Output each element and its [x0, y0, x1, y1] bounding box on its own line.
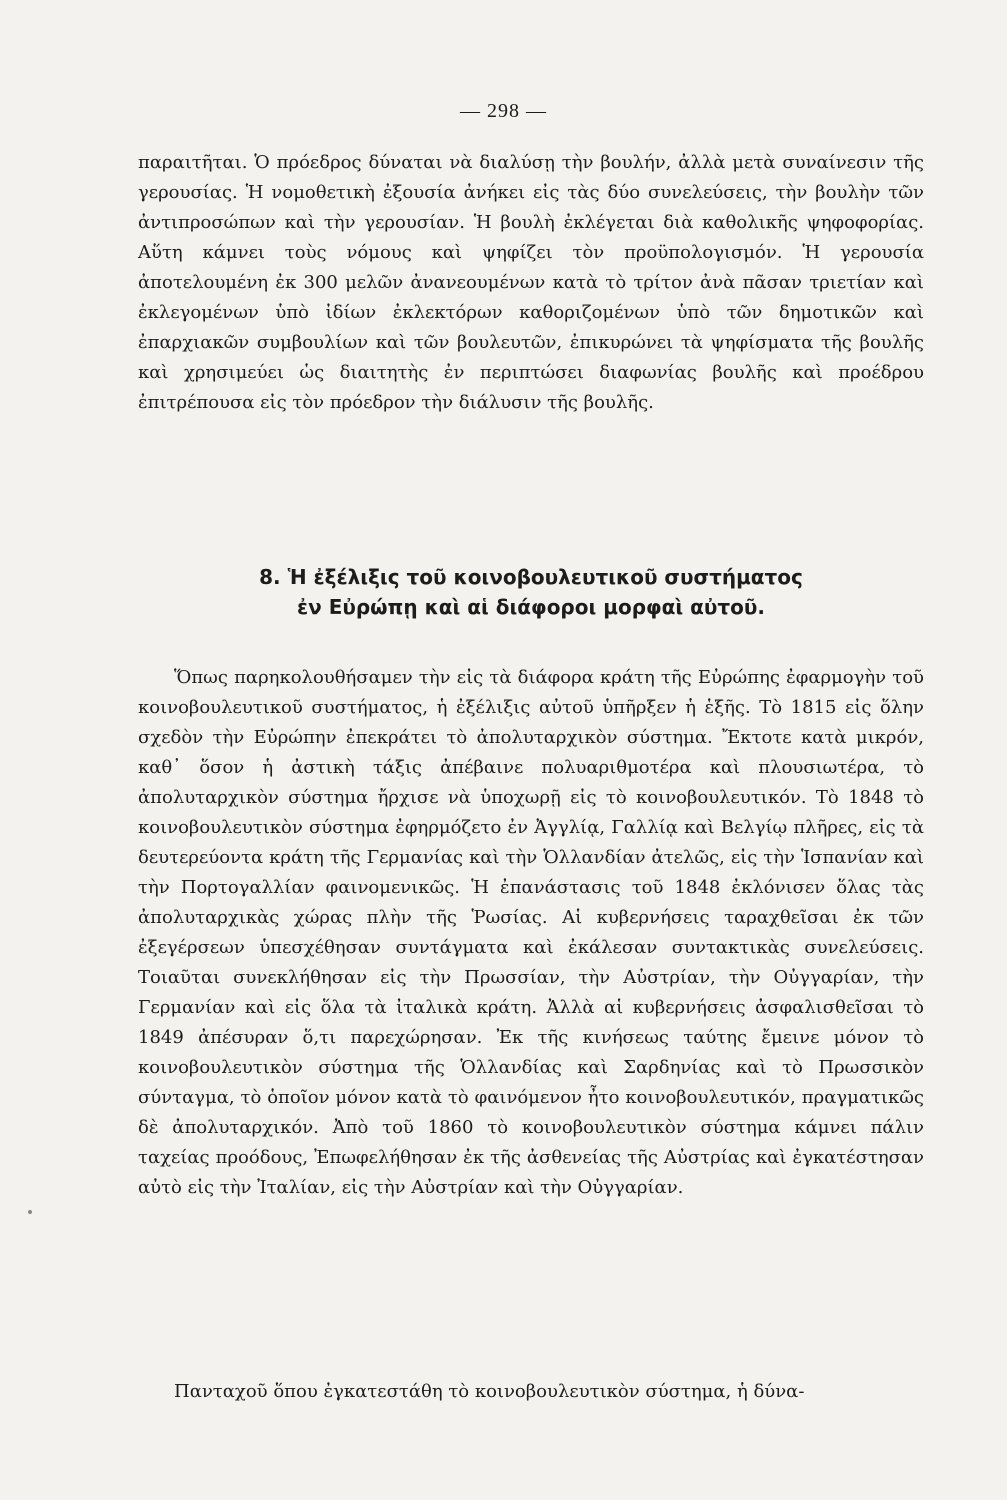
- paragraph-3: Πανταχοῦ ὅπου ἐγκατεστάθη τὸ κοινοβουλευτικὸν σύστημα, ἡ δύνα-: [174, 1381, 805, 1402]
- section-heading: [138, 562, 924, 622]
- paragraph-1: παραιτῆται. Ὁ πρόεδρος δύναται νὰ διαλύσῃ τὴν βουλήν, ἀλλὰ μετὰ συναίνεσιν τῆς γερουσίας. Ἡ νομοθετικὴ ἐξουσία ἀνήκει εἰς τὰς δύο συνελεύσεις, τὴν βουλὴν τῶν ἀντιπροσώπων καὶ τὴν γερουσίαν. Ἡ βουλὴ ἐκλέγεται διὰ καθολικῆς ψηφοφορίας. Αὕτη κάμνει τοὺς νόμους καὶ ψηφίζει τὸν προϋπολογισμόν. Ἡ γερουσία ἀποτελουμένη ἐκ 300 μελῶν ἀνανεουμένων κατὰ τὸ τρίτον ἀνὰ πᾶσαν τριετίαν καὶ ἐκλεγομένων ὑπὸ ἰδίων ἐκλεκτόρων καθοριζομένων ὑπὸ τῶν δημοτικῶν καὶ ἐπαρχιακῶν συμβουλίων καὶ τῶν βουλευτῶν, ἐπικυρώνει τὰ ψηφίσματα τῆς βουλῆς καὶ χρησιμεύει ὡς διαιτητὴς ἐν περιπτώσει διαφωνίας βουλῆς καὶ προέδρου ἐπιτρέπουσα εἰς τὸν πρόεδρον τὴν διάλυσιν τῆς βουλῆς.: [138, 152, 924, 413]
- section-title-line-2: ἐν Εὐρώπῃ καὶ αἱ διάφοροι μορφαὶ αὐτοῦ.: [296, 595, 766, 619]
- ink-speck: [28, 1210, 32, 1214]
- section-number: 8.: [259, 565, 281, 589]
- section-heading-line-1: [138, 562, 924, 592]
- section-title-line-1: Ἡ ἐξέλιξις τοῦ κοινοβουλευτικοῦ συστήματος: [287, 565, 803, 589]
- page-number: — 298 —: [460, 100, 547, 122]
- paragraph-2: Ὅπως παρηκολουθήσαμεν τὴν εἰς τὰ διάφορα κράτη τῆς Εὐρώπης ἐφαρμογὴν τοῦ κοινοβουλευτικοῦ συστήματος, ἡ ἐξέλιξις αὐτοῦ ὑπῆρξεν ἡ ἑξῆς. Τὸ 1815 εἰς ὅλην σχεδὸν τὴν Εὐρώπην ἐπεκράτει τὸ ἀπολυταρχικὸν σύστημα. Ἔκτοτε κατὰ μικρόν, καθ᾽ ὅσον ἡ ἀστικὴ τάξις ἀπέβαινε πολυαριθμοτέρα καὶ πλουσιωτέρα, τὸ ἀπολυταρχικὸν σύστημα ἤρχισε νὰ ὑποχωρῇ εἰς τὸ κοινοβουλευτικόν. Τὸ 1848 τὸ κοινοβουλευτικὸν σύστημα ἐφηρμόζετο ἐν Ἀγγλίᾳ, Γαλλίᾳ καὶ Βελγίῳ πλῆρες, εἰς τὰ δευτερεύοντα κράτη τῆς Γερμανίας καὶ τὴν Ὁλλανδίαν ἀτελῶς, εἰς τὴν Ἱσπανίαν καὶ τὴν Πορτογαλλίαν φαινομενικῶς. Ἡ ἐπανάστασις τοῦ 1848 ἐκλόνισεν ὅλας τὰς ἀπολυταρχικὰς χώρας πλὴν τῆς Ῥωσίας. Αἱ κυβερνήσεις ταραχθεῖσαι ἐκ τῶν ἐξεγέρσεων ὑπεσχέθησαν συντάγματα καὶ ἐκάλεσαν συντακτικὰς συνελεύσεις. Τοιαῦται συνεκλήθησαν εἰς τὴν Πρωσσίαν, τὴν Αὐστρίαν, τὴν Οὐγγαρίαν, τὴν Γερμανίαν καὶ εἰς ὅλα τὰ ἰταλικὰ κράτη. Ἀλλὰ αἱ κυβερνήσεις ἀσφαλισθεῖσαι τὸ 1849 ἀπέσυραν ὅ,τι παρεχώρησαν. Ἐκ τῆς κινήσεως ταύτης ἔμεινε μόνον τὸ κοινοβουλευτικὸν σύστημα τῆς Ὁλλανδίας καὶ Σαρδηνίας καὶ τὸ Πρωσσικὸν σύνταγμα, τὸ ὁποῖον μόνον κατὰ τὸ φαινόμενον ἦτο κοινοβουλευτικόν, πραγματικῶς δὲ ἀπολυταρχικόν. Ἀπὸ τοῦ 1860 τὸ κοινοβουλευτικὸν σύστημα κάμνει πάλιν ταχείας προόδους, Ἐπωφελήθησαν ἐκ τῆς ἀσθενείας τῆς Αὐστρίας καὶ ἐγκατέστησαν αὐτὸ εἰς τὴν Ἰταλίαν, εἰς τὴν Αὐστρίαν καὶ τὴν Οὐγγαρίαν.: [138, 667, 924, 1198]
